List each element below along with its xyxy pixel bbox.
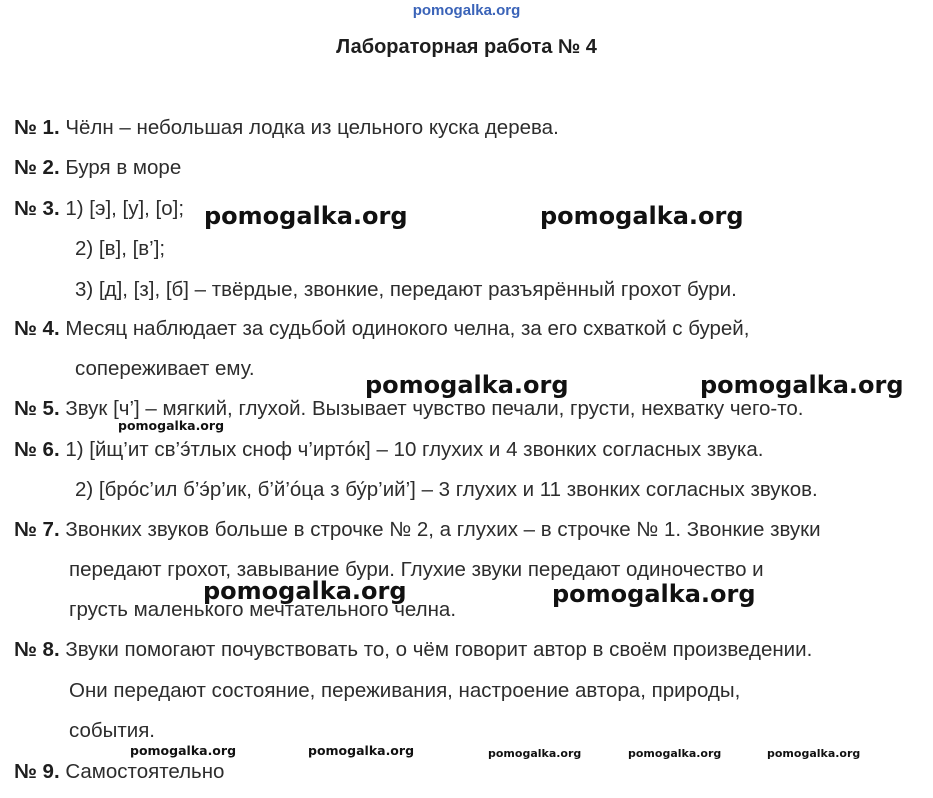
answer-8	[14, 638, 812, 662]
answer-text: Месяц наблюдает за судьбой одинокого челна, за его схваткой с бурей,	[65, 317, 750, 340]
answer-4	[14, 317, 749, 341]
watermark: pomogalka.org	[767, 747, 861, 760]
answer-2	[14, 156, 181, 180]
watermark: pomogalka.org	[308, 743, 415, 758]
answer-number: № 1.	[14, 116, 60, 139]
watermark: pomogalka.org	[204, 202, 408, 230]
answer-text: Звуки помогают почувствовать то, о чём говорит автор в своём произведении.	[65, 638, 813, 661]
answer-4-line-2: сопереживает ему.	[75, 357, 255, 380]
answer-8-line-3: события.	[69, 719, 155, 742]
watermark: pomogalka.org	[488, 747, 582, 760]
watermark: pomogalka.org	[552, 580, 756, 608]
answer-text: Самостоятельно	[65, 760, 225, 783]
answer-number: № 8.	[14, 638, 60, 661]
answer-number: № 3.	[14, 197, 60, 220]
answer-text: 1) [э], [у], [о];	[65, 197, 185, 220]
watermark: pomogalka.org	[203, 577, 407, 605]
watermark: pomogalka.org	[700, 371, 904, 399]
watermark: pomogalka.org	[628, 747, 722, 760]
answer-7	[14, 518, 821, 542]
answer-number: № 2.	[14, 156, 60, 179]
answer-text: 1) [йщ’ит св’э́тлых сноф ч’иртóк] – 10 глухих и 4 звонких согласных звука.	[65, 438, 764, 461]
watermark: pomogalka.org	[118, 418, 225, 433]
answer-text: Звонких звуков больше в строчке № 2, а глухих – в строчке № 1. Звонкие звуки	[65, 518, 821, 541]
answer-9	[14, 760, 224, 784]
answer-number: № 6.	[14, 438, 60, 461]
answer-number: № 7.	[14, 518, 60, 541]
answer-text: Чёлн – небольшая лодка из цельного куска дерева.	[65, 116, 559, 139]
answer-6	[14, 438, 763, 462]
answer-number: № 4.	[14, 317, 60, 340]
answer-7-line-2: передают грохот, завывание бури. Глухие звуки передают одиночество и	[69, 558, 764, 581]
page-title: Лабораторная работа № 4	[336, 36, 597, 58]
answer-text: Буря в море	[65, 156, 182, 179]
answer-8-line-2: Они передают состояние, переживания, настроение автора, природы,	[69, 679, 741, 702]
answer-text: Звук [ч’] – мягкий, глухой. Вызывает чувство печали, грусти, нехватку чего-то.	[65, 397, 804, 420]
answer-1	[14, 116, 559, 140]
answer-number: № 5.	[14, 397, 60, 420]
answer-3-line-3: 3) [д], [з], [б] – твёрдые, звонкие, передают разъярённый грохот бури.	[75, 278, 737, 301]
watermark: pomogalka.org	[365, 371, 569, 399]
answer-6-line-2: 2) [брóс’ил б’э́р’ик, б’й’óца з бу́р’ий’] – 3 глухих и 11 звонких согласных звуков.	[75, 478, 818, 501]
watermark: pomogalka.org	[130, 743, 237, 758]
answer-3-line-2: 2) [в], [в’];	[75, 237, 166, 260]
answer-number: № 9.	[14, 760, 60, 783]
site-watermark-top: pomogalka.org	[412, 2, 521, 19]
watermark: pomogalka.org	[540, 202, 744, 230]
answer-3	[14, 197, 184, 221]
answer-7-line-3: грусть маленького мечтательного челна.	[69, 598, 457, 621]
